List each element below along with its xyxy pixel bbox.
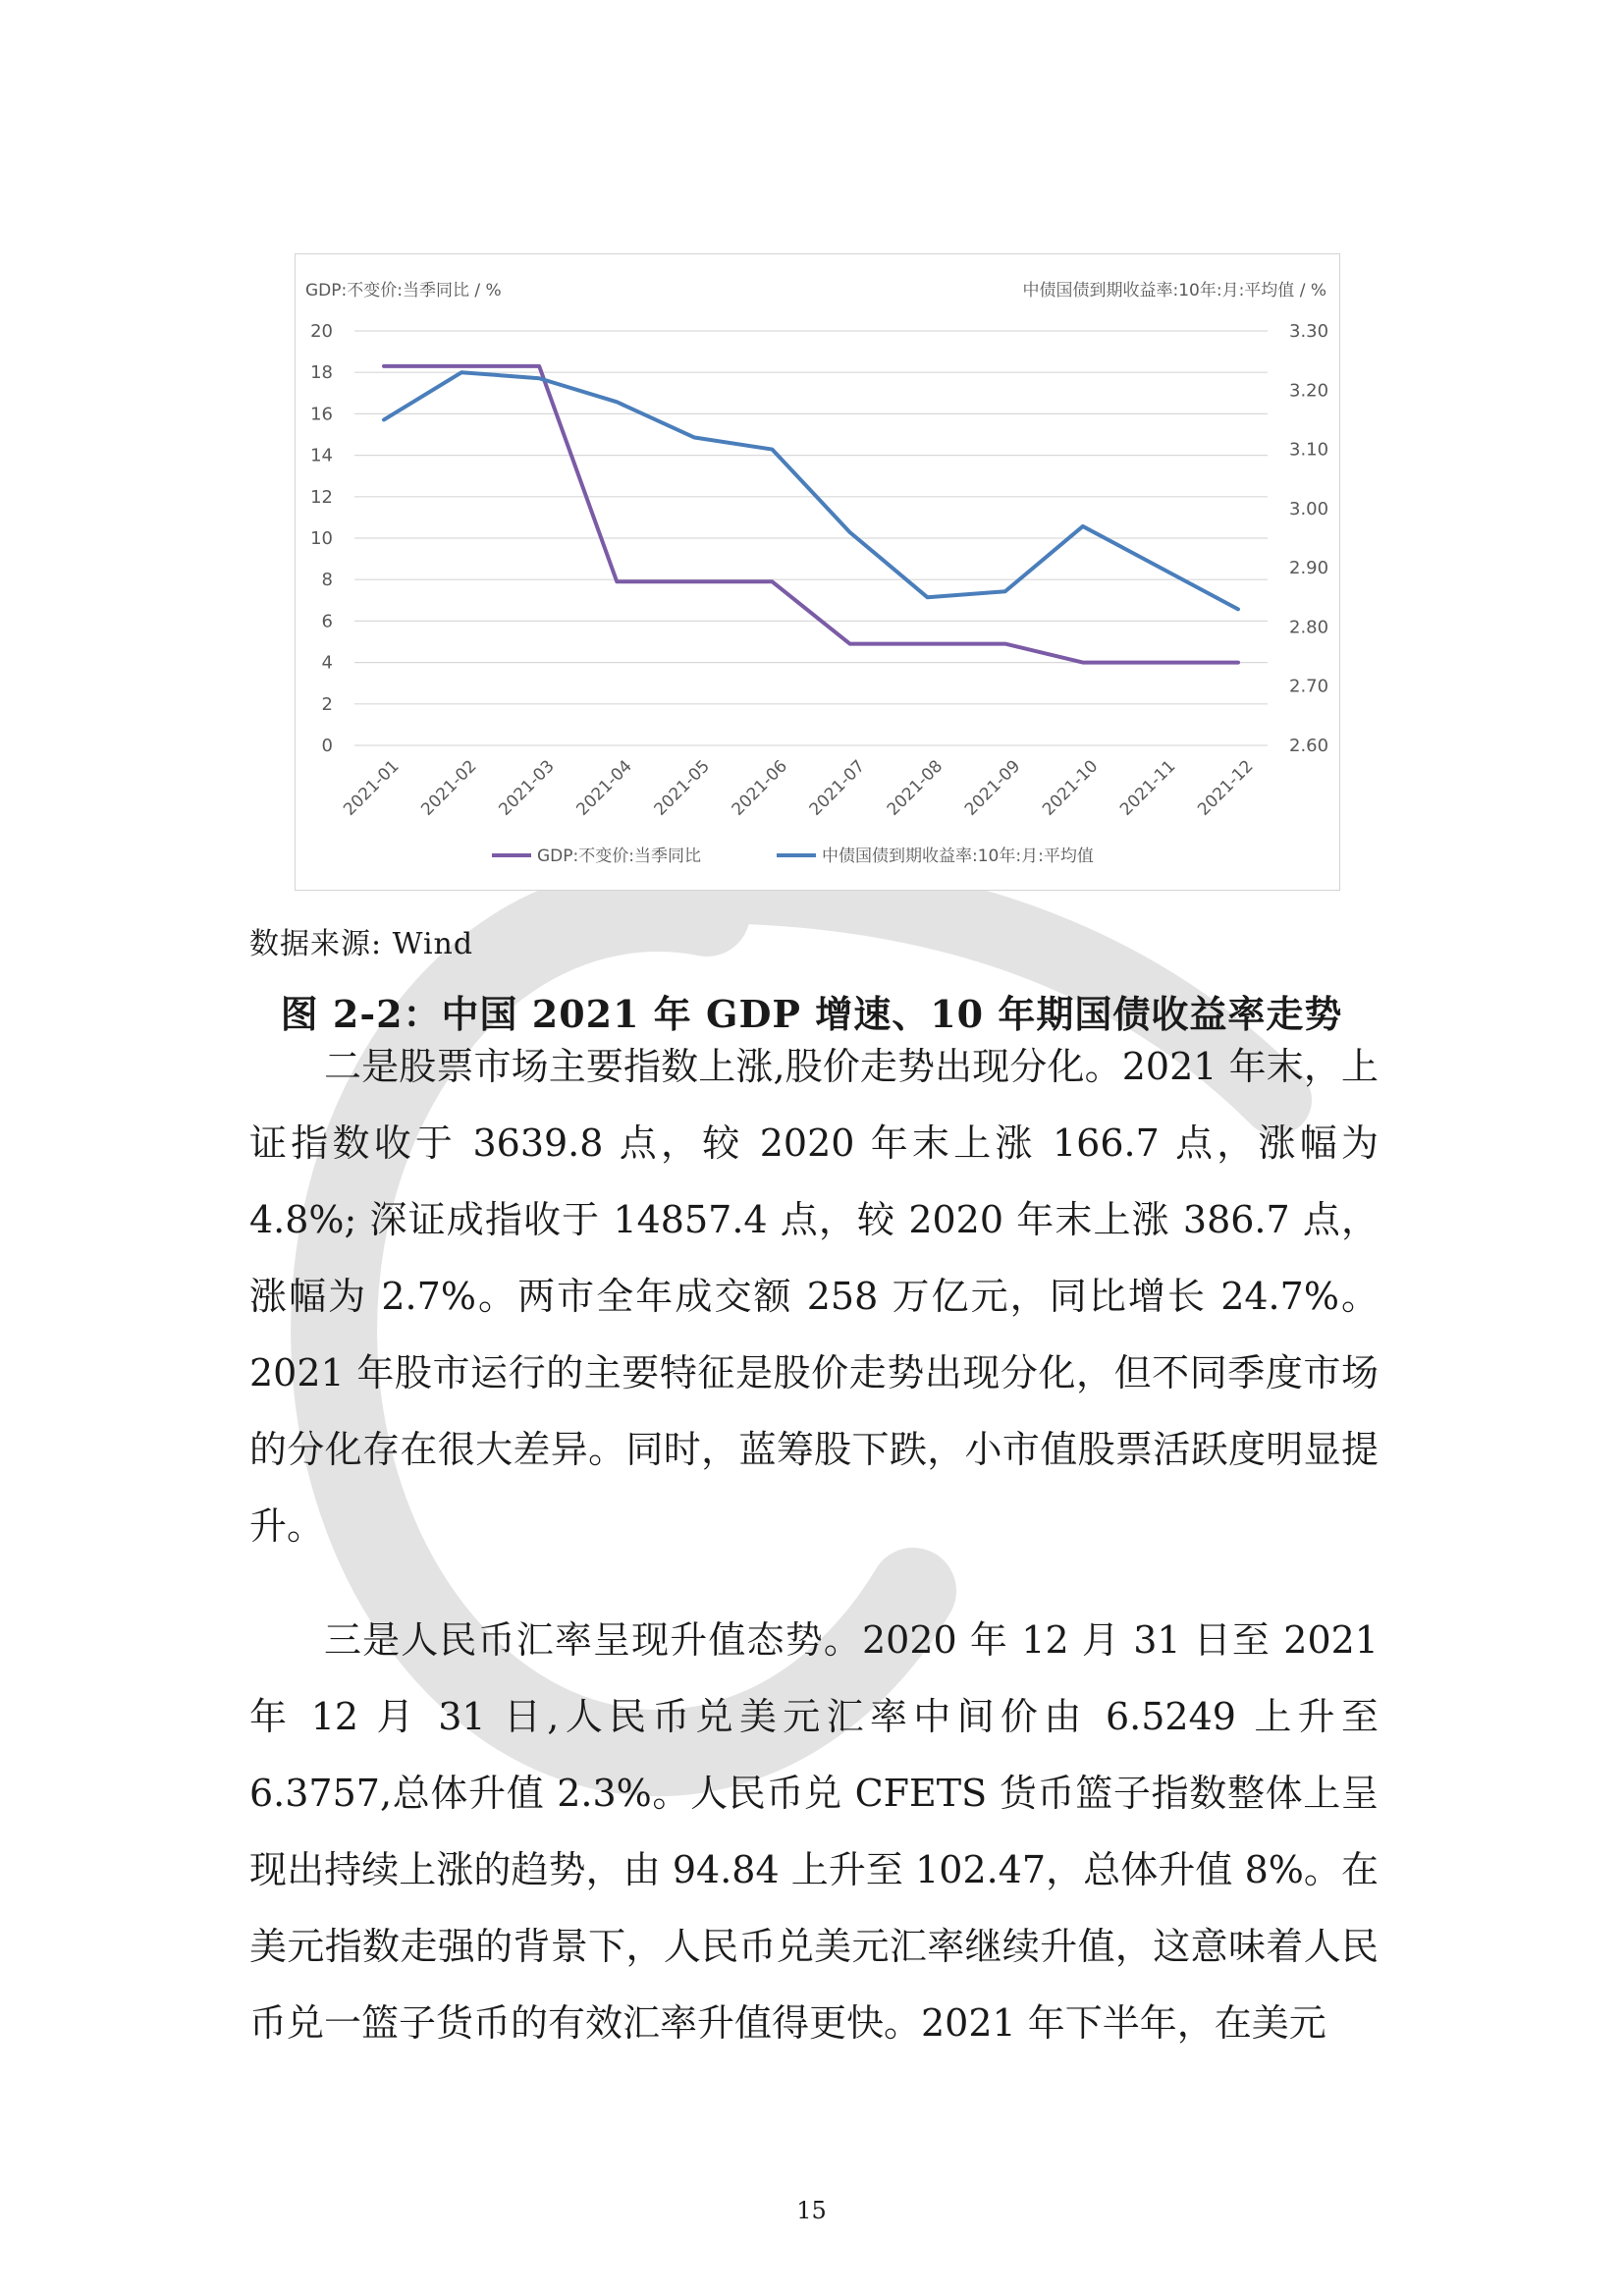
y-left-tick-label: 0 — [321, 736, 333, 756]
page-number: 15 — [796, 2197, 827, 2224]
y-right-tick-label: 3.20 — [1289, 380, 1329, 402]
y-left-tick-label: 18 — [310, 362, 333, 384]
series-line — [384, 372, 1238, 609]
y-right-tick-label: 3.00 — [1289, 498, 1329, 519]
line-chart — [296, 254, 1339, 890]
x-tick-label: 2021-02 — [417, 756, 481, 820]
x-tick-label: 2021-08 — [883, 756, 947, 820]
y-left-tick-label: 6 — [321, 611, 333, 632]
y-left-tick-label: 12 — [310, 486, 333, 508]
paragraph: 二是股票市场主要指数上涨,股价走势出现分化。2021 年末，上证指数收于 3639.8 点，较 2020 年末上涨 166.7 点，涨幅为 4.8%; 深证成指收于 14857.4 点，较 2020 年末上涨 386.7 点，涨幅为 2.7%。两市全年成交额 258 万亿元，同比增长 24.7%。2021 年股市运行的主要特征是股价走势出现分化，但不同季度市场的分化存在很大差异。同时，蓝筹股下跌，小市值股票活跃度明显提升。 — [249, 1045, 1379, 1548]
y-left-tick-label: 14 — [310, 445, 333, 466]
y-right-tick-label: 2.70 — [1289, 676, 1329, 697]
y-right-tick-label: 3.10 — [1289, 439, 1329, 461]
right-axis-title: 中债国债到期收益率:10年:月:平均值 / % — [1022, 281, 1326, 301]
left-axis-title: GDP:不变价:当季同比 / % — [305, 281, 502, 301]
paragraph: 三是人民币汇率呈现升值态势。2020 年 12 月 31 日至 2021 年 12 月 31 日,人民币兑美元汇率中间价由 6.5249 上升至 6.3757,总体升值 2.3%。人民币兑 CFETS 货币篮子指数整体上呈现出持续上涨的趋势，由 94.84 上升至 102.47，总体升值 8%。在美元指数走强的背景下，人民币兑美元汇率继续升值，这意味着人民币兑一篮子货币的有效汇率升值得更快。2021 年下半年，在美元 — [249, 1618, 1379, 2045]
y-left-tick-label: 20 — [310, 321, 333, 342]
y-left-tick-label: 10 — [310, 528, 333, 549]
series-line — [384, 366, 1238, 663]
legend-label: 中债国债到期收益率:10年:月:平均值 — [822, 847, 1094, 866]
chart-frame — [295, 253, 1340, 891]
y-left-tick-label: 2 — [321, 693, 333, 715]
x-tick-label: 2021-05 — [650, 756, 714, 820]
y-left-tick-label: 8 — [321, 570, 333, 591]
legend-label: GDP:不变价:当季同比 — [537, 847, 701, 866]
x-tick-label: 2021-04 — [572, 756, 636, 820]
data-source: 数据来源: Wind — [249, 927, 474, 961]
figure-caption: 图 2-2：中国 2021 年 GDP 增速、10 年期国债收益率走势 — [280, 992, 1343, 1036]
x-tick-label: 2021-10 — [1038, 756, 1103, 820]
x-tick-label: 2021-09 — [960, 756, 1025, 820]
x-tick-label: 2021-01 — [340, 756, 404, 820]
y-left-tick-label: 16 — [310, 404, 333, 425]
x-tick-label: 2021-03 — [495, 756, 559, 820]
x-tick-label: 2021-07 — [805, 756, 870, 820]
y-right-tick-label: 2.90 — [1289, 558, 1329, 579]
x-tick-label: 2021-11 — [1116, 756, 1180, 820]
y-right-tick-label: 3.30 — [1289, 321, 1329, 342]
y-right-tick-label: 2.60 — [1289, 736, 1329, 756]
y-right-tick-label: 2.80 — [1289, 617, 1329, 638]
x-tick-label: 2021-12 — [1194, 756, 1258, 820]
y-left-tick-label: 4 — [321, 652, 333, 674]
x-tick-label: 2021-06 — [728, 756, 791, 820]
